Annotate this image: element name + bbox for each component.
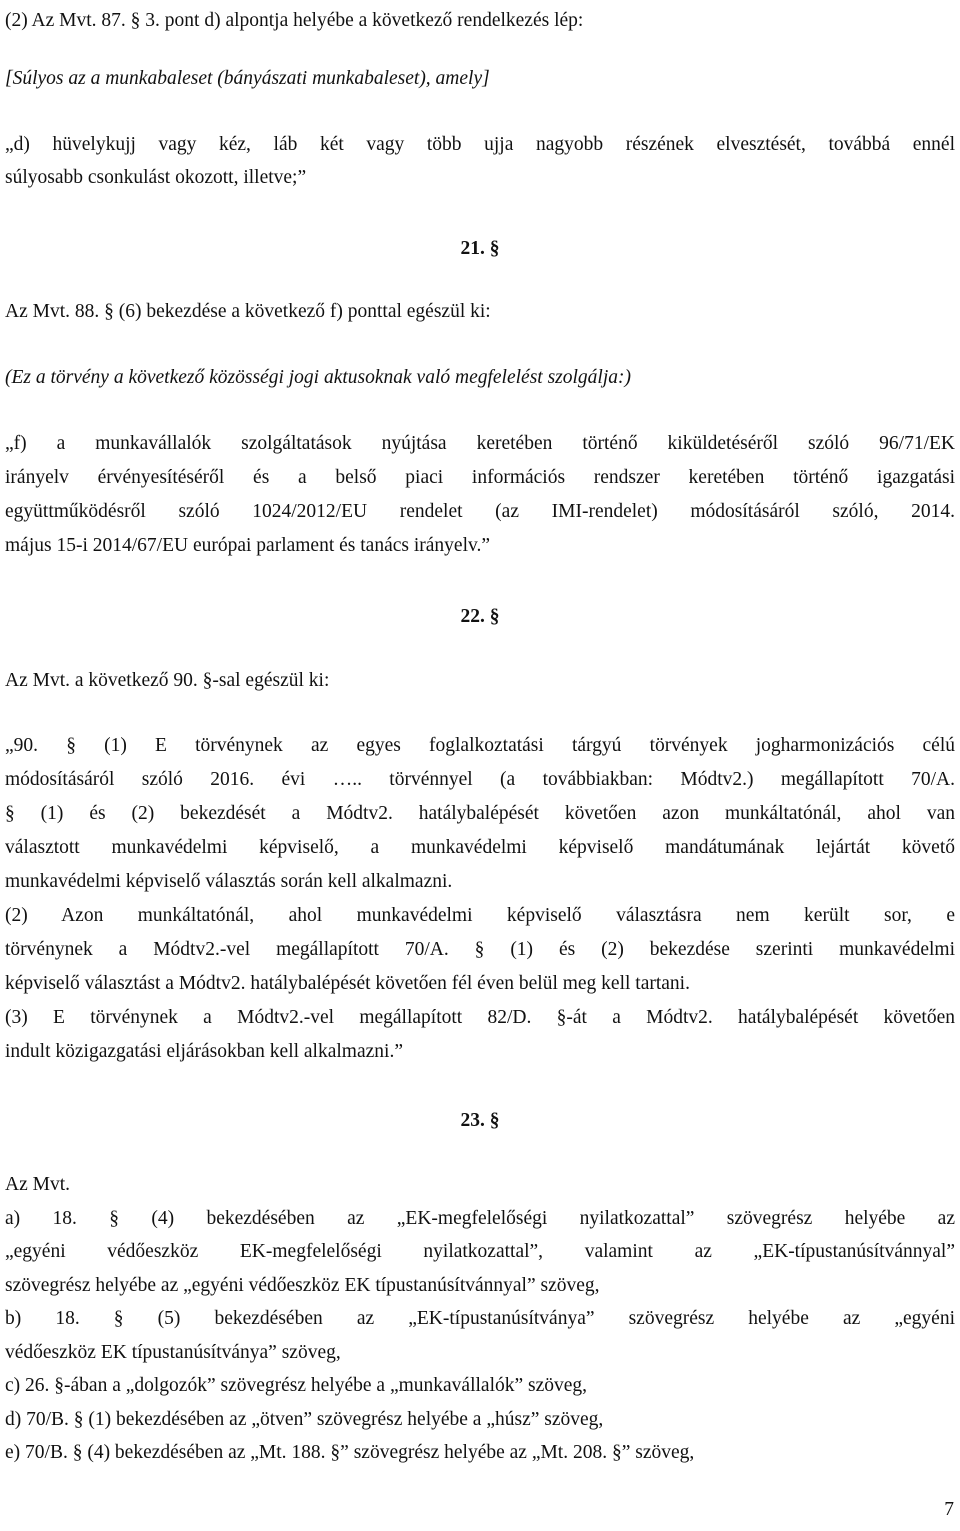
- provision-d-line2: súlyosabb csonkulást okozott, illetve;”: [5, 167, 307, 188]
- amendment-intro-2: (2) Az Mvt. 87. § 3. pont d) alpontja helyébe a következő rendelkezés lép:: [5, 10, 584, 31]
- point-a-line2: „egyéni védőeszköz EK-megfelelőségi nyilatkozattal”, valamint az „EK-típustanúsítvánnyal”: [5, 1241, 955, 1262]
- point-b-line1: b) 18. § (5) bekezdésében az „EK-típustanúsítványa” szövegrész helyébe az „egyéni: [5, 1308, 955, 1329]
- par-90-1-line1: „90. § (1) E törvénynek az egyes foglalkoztatási tárgyú törvények jogharmonizációs célú: [5, 735, 955, 756]
- section-heading-23: 23. §: [460, 1110, 500, 1131]
- par-90-3-line1: (3) E törvénynek a Módtv2.-vel megállapított 82/D. §-át a Módtv2. hatálybalépését követően: [5, 1007, 955, 1028]
- par-90-1-line5: munkavédelmi képviselő választás során kell alkalmazni.: [5, 871, 453, 892]
- par-90-1-line3: § (1) és (2) bekezdését a Módtv2. hatálybalépését követően azon munkáltatónál, ahol van: [5, 803, 955, 824]
- section-21-context: (Ez a törvény a következő közösségi jogi aktusoknak való megfelelést szolgálja:): [5, 367, 631, 388]
- section-23-intro: Az Mvt.: [5, 1174, 70, 1195]
- point-f-line1: „f) a munkavállalók szolgáltatások nyújtása keretében történő kiküldetéséről szóló 96/71/EK: [5, 433, 955, 454]
- point-d: d) 70/B. § (1) bekezdésében az „ötven” szövegrész helyébe a „húsz” szöveg,: [5, 1409, 604, 1430]
- context-phrase: [Súlyos az a munkabaleset (bányászati munkabaleset), amely]: [5, 68, 490, 89]
- point-f-line3: együttműködésről szóló 1024/2012/EU rendelet (az IMI-rendelet) módosításáról szóló, 2014.: [5, 501, 955, 522]
- point-e: e) 70/B. § (4) bekezdésében az „Mt. 188. §” szövegrész helyébe az „Mt. 208. §” szöveg,: [5, 1442, 695, 1463]
- par-90-1-line2: módosításáról szóló 2016. évi ….. törvénnyel (a továbbiakban: Módtv2.) megállapított 70/A.: [5, 769, 955, 790]
- par-90-2-line3: képviselő választást a Módtv2. hatálybalépését követően fél éven belül meg kell tartani.: [5, 973, 690, 994]
- point-f-line2: irányelv érvényesítéséről és a belső piaci információs rendszer keretében történő igazgatási: [5, 467, 955, 488]
- page-number: 7: [944, 1499, 954, 1520]
- provision-d-line1: „d) hüvelykujj vagy kéz, láb két vagy több ujja nagyobb részének elvesztését, továbbá ennél: [5, 134, 955, 155]
- point-b-line2: védőeszköz EK típustanúsítványa” szöveg,: [5, 1342, 341, 1363]
- section-heading-21: 21. §: [460, 238, 500, 259]
- par-90-2-line2: törvénynek a Módtv2.-vel megállapított 70/A. § (1) és (2) bekezdése szerinti munkavédelmi: [5, 939, 955, 960]
- point-a-line3: szövegrész helyébe az „egyéni védőeszköz EK típustanúsítvánnyal” szöveg,: [5, 1275, 600, 1296]
- par-90-2-line1: (2) Azon munkáltatónál, ahol munkavédelmi képviselő választásra nem került sor, e: [5, 905, 955, 926]
- par-90-1-line4: választott munkavédelmi képviselő, a munkavédelmi képviselő mandátumának lejártát követő: [5, 837, 955, 858]
- point-f-line4: május 15-i 2014/67/EU európai parlament és tanács irányelv.”: [5, 535, 490, 556]
- point-a-line1: a) 18. § (4) bekezdésében az „EK-megfelelőségi nyilatkozattal” szövegrész helyébe az: [5, 1208, 955, 1229]
- par-90-3-line2: indult közigazgatási eljárásokban kell alkalmazni.”: [5, 1041, 403, 1062]
- section-21-intro: Az Mvt. 88. § (6) bekezdése a következő f) ponttal egészül ki:: [5, 301, 491, 322]
- section-heading-22: 22. §: [460, 606, 500, 627]
- section-22-intro: Az Mvt. a következő 90. §-sal egészül ki:: [5, 670, 330, 691]
- point-c: c) 26. §-ában a „dolgozók” szövegrész helyébe a „munkavállalók” szöveg,: [5, 1375, 588, 1396]
